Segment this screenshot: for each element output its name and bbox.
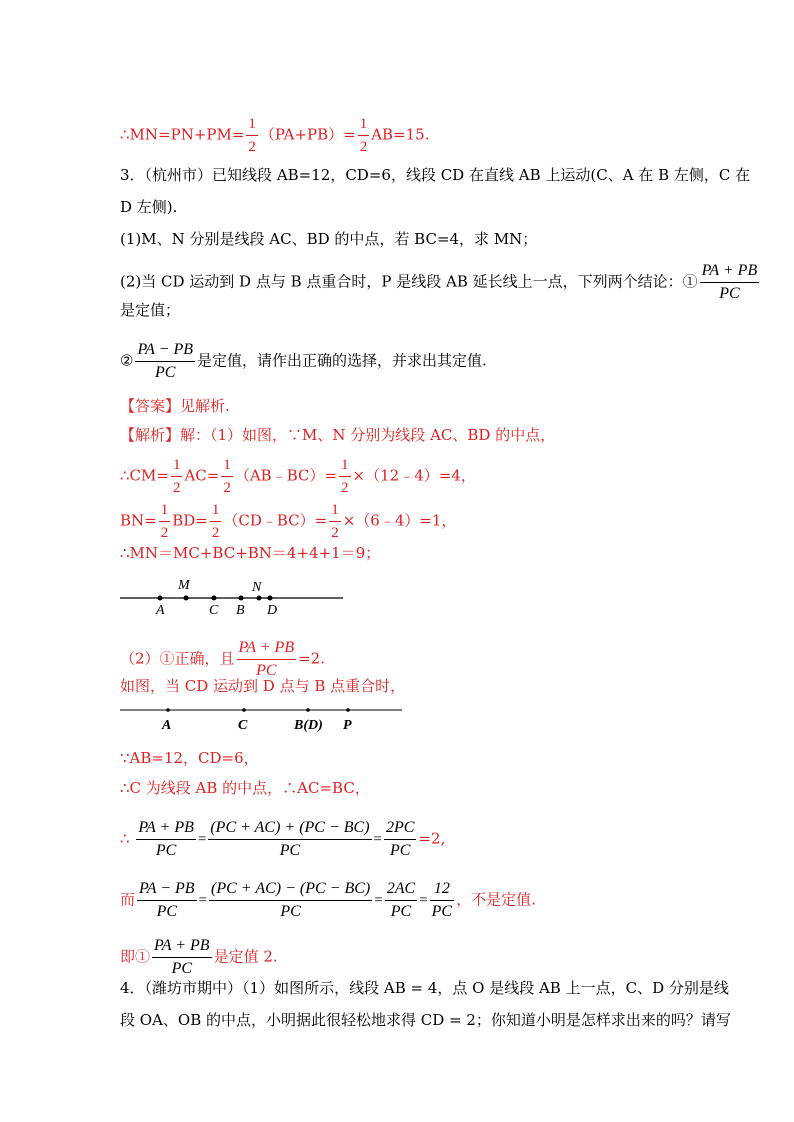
numerator: (PC + AC) + (PC − BC) bbox=[208, 817, 371, 840]
denominator: PC bbox=[719, 285, 740, 302]
label-bd: B(D) bbox=[294, 718, 323, 732]
text: 是定值 2. bbox=[213, 947, 278, 966]
text: (2)当 CD 运动到 D 点与 B 点重合时，P 是线段 AB 延长线上一点，下列两个结论：① bbox=[120, 272, 698, 291]
numerator: PA − PB bbox=[137, 878, 197, 901]
denominator: 2 bbox=[331, 525, 339, 541]
text: ② bbox=[120, 351, 134, 370]
label-c: C bbox=[209, 603, 219, 616]
numerator: 1 bbox=[171, 454, 183, 477]
numerator: 12 bbox=[430, 878, 454, 901]
denominator: 2 bbox=[341, 480, 349, 496]
numerator: PA + PB bbox=[136, 817, 196, 840]
text: 而 bbox=[120, 890, 136, 909]
numerator: PA − PB bbox=[135, 339, 195, 362]
q3-part2-after: 是定值； bbox=[120, 301, 181, 319]
point-c bbox=[242, 708, 246, 712]
denominator: 2 bbox=[160, 525, 169, 541]
text: （2）①正确，且 bbox=[120, 649, 235, 668]
bn-line bbox=[120, 499, 456, 544]
point-n bbox=[257, 596, 262, 601]
q3-part3 bbox=[120, 339, 487, 384]
numerator: PA + PB bbox=[152, 935, 212, 958]
text: ×（12﹣4）=4， bbox=[352, 466, 476, 485]
label-a: A bbox=[156, 603, 165, 616]
point-d bbox=[268, 596, 273, 601]
q3-head2: D 左侧). bbox=[120, 198, 178, 216]
point-bd bbox=[306, 708, 310, 712]
q3-part2 bbox=[120, 260, 761, 305]
denominator: PC bbox=[279, 842, 301, 859]
mn-result-line bbox=[120, 113, 430, 158]
denominator: PC bbox=[431, 903, 453, 920]
numerator: 1 bbox=[210, 499, 222, 522]
text: ×（6﹣4）=1， bbox=[342, 511, 457, 530]
figure-segment-mn bbox=[118, 576, 358, 616]
equation1: ∴ $\frac{PA + PB}{PC}$ = $\frac{(PC + AC) + (PC - BC)}{PC}$ = $\frac{2PC}{PC}$ =2, bbox=[120, 817, 445, 862]
mn-line: ∴MN＝MC+BC+BN＝4+4+1＝9； bbox=[120, 544, 381, 562]
q4-line1: 4．（潍坊市期中）（1）如图所示，线段 AB = 4，点 O 是线段 AB 上一点，C、D 分别是线 bbox=[120, 979, 729, 997]
denominator: PC bbox=[280, 903, 301, 920]
answer-line: 【答案】见解析. bbox=[120, 397, 230, 415]
label-n: N bbox=[252, 580, 262, 595]
denominator: 2 bbox=[211, 525, 220, 541]
midpoint-line: ∴C 为线段 AB 的中点，∴AC=BC， bbox=[120, 779, 370, 797]
analysis-line1: 【解析】解：（1）如图，∵M、N 分别为线段 AC、BD 的中点， bbox=[120, 426, 556, 444]
numerator: 2AC bbox=[385, 878, 417, 901]
denominator: 2 bbox=[172, 480, 181, 496]
text: （PA+PB）= bbox=[259, 125, 356, 144]
text: AC= bbox=[184, 466, 220, 485]
numerator: PA + PB bbox=[700, 260, 760, 283]
denominator: PC bbox=[256, 662, 277, 679]
numerator: (PC + AC) − (PC − BC) bbox=[209, 878, 372, 901]
point-a bbox=[166, 708, 170, 712]
q3-part1: (1)M、N 分别是线段 AC、BD 的中点，若 BC=4，求 MN； bbox=[120, 230, 538, 248]
text: BD= bbox=[172, 511, 208, 530]
denominator: PC bbox=[155, 364, 176, 381]
given-line: ∵AB=12，CD=6， bbox=[120, 749, 259, 767]
label-c: C bbox=[238, 718, 248, 732]
denominator: 2 bbox=[248, 139, 256, 155]
text: BN= bbox=[120, 511, 157, 530]
conclusion-line bbox=[120, 935, 278, 980]
point-c bbox=[212, 596, 217, 601]
denominator: PC bbox=[390, 842, 411, 859]
numerator: 1 bbox=[221, 454, 233, 477]
numerator: PA + PB bbox=[237, 637, 297, 660]
denominator: PC bbox=[171, 960, 193, 977]
numerator: 1 bbox=[339, 454, 351, 477]
q3-head: 3．（杭州市）已知线段 AB=12，CD=6，线段 CD 在直线 AB 上运动(C、A 在 B 左侧，C 在 bbox=[120, 166, 751, 184]
text: 是定值，请作出正确的选择，并求出其定值. bbox=[197, 351, 487, 370]
denominator: PC bbox=[156, 903, 178, 920]
point-p bbox=[346, 708, 350, 712]
figure-segment-p bbox=[118, 702, 408, 732]
point-b bbox=[239, 596, 244, 601]
denominator: 2 bbox=[359, 139, 368, 155]
text: （CD﹣BC）= bbox=[223, 511, 328, 530]
label-b: B bbox=[236, 603, 245, 616]
numerator: 1 bbox=[358, 113, 370, 136]
label-d: D bbox=[267, 603, 278, 616]
text: ∴ bbox=[120, 829, 130, 848]
text: =2, bbox=[418, 829, 446, 848]
numerator: 1 bbox=[246, 113, 258, 136]
denominator: PC bbox=[390, 903, 412, 920]
text: ，不是定值. bbox=[456, 890, 536, 909]
label-a: A bbox=[162, 718, 172, 732]
label-m: M bbox=[178, 578, 190, 593]
point-m bbox=[184, 596, 189, 601]
numerator: 1 bbox=[159, 499, 171, 522]
q4-line2: 段 OA、OB 的中点，小明据此很轻松地求得 CD = 2；你知道小明是怎样求出来的吗？请写 bbox=[120, 1011, 731, 1029]
equation2: 而 $\frac{PA - PB}{PC}$ = $\frac{(PC + AC) - (PC - BC)}{PC}$ = $\frac{2AC}{PC}$ = $\frac{12}{PC}$ ，不是定值. bbox=[120, 878, 536, 923]
numerator: 2PC bbox=[384, 817, 416, 840]
text: =2. bbox=[298, 649, 325, 668]
cm-line bbox=[120, 454, 476, 499]
text: 即① bbox=[120, 947, 151, 966]
text: （AB﹣BC）= bbox=[234, 466, 338, 485]
numerator: 1 bbox=[329, 499, 341, 522]
denominator: 2 bbox=[223, 480, 231, 496]
text: AB=15. bbox=[371, 125, 430, 144]
text: ∴MN=PN+PM= bbox=[120, 125, 245, 144]
text: ∴CM= bbox=[120, 466, 169, 485]
point-a bbox=[158, 596, 163, 601]
label-p: P bbox=[343, 718, 352, 732]
denominator: PC bbox=[155, 842, 177, 859]
part2-line2: 如图，当 CD 运动到 D 点与 B 点重合时， bbox=[120, 677, 406, 695]
